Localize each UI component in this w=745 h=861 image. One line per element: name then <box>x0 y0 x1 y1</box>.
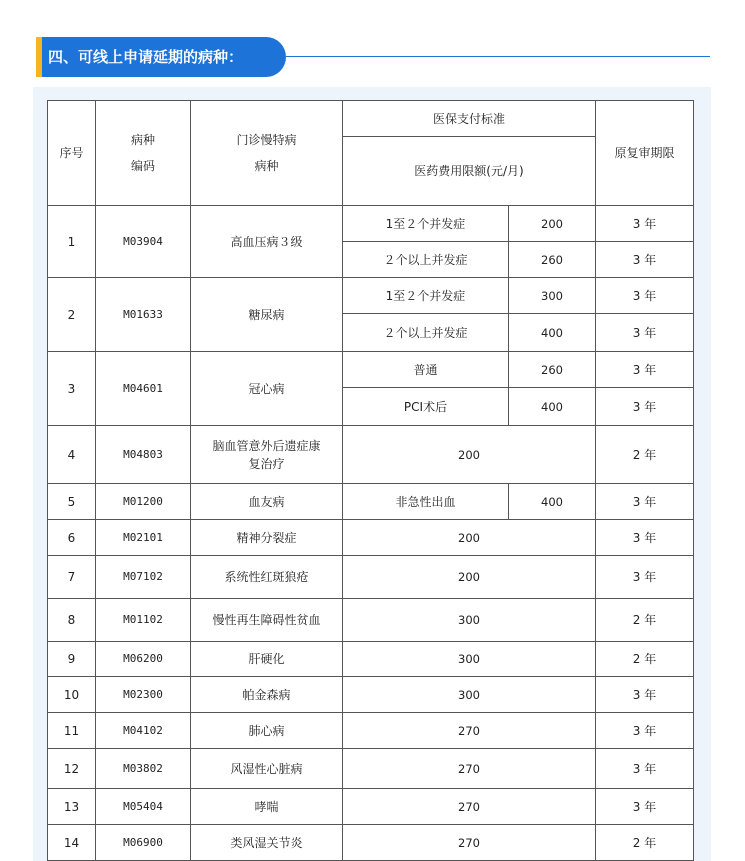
header-seq: 序号 <box>48 101 96 206</box>
row-sub-label: 1至２个并发症 <box>343 206 509 242</box>
row-code: M05404 <box>96 789 191 825</box>
row-disease: 系统性红斑狼疮 <box>191 556 343 599</box>
table-row <box>48 599 694 642</box>
table-row <box>48 278 694 314</box>
row-number: 8 <box>48 599 96 642</box>
row-number: 4 <box>48 426 96 484</box>
row-number: 14 <box>48 825 96 861</box>
row-amount: 200 <box>509 206 596 242</box>
row-period: 3 年 <box>596 520 694 556</box>
row-sub-label: 非急性出血 <box>343 484 509 520</box>
row-amount: 270 <box>343 749 596 789</box>
row-period: 3 年 <box>596 278 694 314</box>
row-code: M01200 <box>96 484 191 520</box>
row-amount: 200 <box>343 426 596 484</box>
table-header-row <box>48 101 694 137</box>
table-row <box>48 426 694 484</box>
row-number: 6 <box>48 520 96 556</box>
header-disease <box>191 101 343 206</box>
row-code: M01102 <box>96 599 191 642</box>
row-code: M03904 <box>96 206 191 278</box>
row-period: 3 年 <box>596 789 694 825</box>
table-row <box>48 556 694 599</box>
row-sub-label: ２个以上并发症 <box>343 314 509 352</box>
row-disease: 肺心病 <box>191 713 343 749</box>
header-disease-line2: 病种 <box>254 159 279 173</box>
table-row <box>48 677 694 713</box>
table-row <box>48 520 694 556</box>
row-number: 5 <box>48 484 96 520</box>
disease-table <box>47 100 694 861</box>
row-disease: 高血压病３级 <box>191 206 343 278</box>
heading-accent-marker <box>36 37 42 77</box>
header-payment-standard: 医保支付标准 <box>343 101 596 137</box>
table-row <box>48 642 694 677</box>
row-number: 1 <box>48 206 96 278</box>
row-period: 3 年 <box>596 749 694 789</box>
row-amount: 260 <box>509 242 596 278</box>
row-disease: 慢性再生障碍性贫血 <box>191 599 343 642</box>
row-amount: 270 <box>343 825 596 861</box>
row-period: 2 年 <box>596 642 694 677</box>
row-period: 3 年 <box>596 206 694 242</box>
row-code: M04601 <box>96 352 191 426</box>
row-disease: 精神分裂症 <box>191 520 343 556</box>
header-code-line2: 编码 <box>130 159 155 173</box>
header-code <box>96 101 191 206</box>
row-disease: 帕金森病 <box>191 677 343 713</box>
header-review-period: 原复审期限 <box>596 101 694 206</box>
row-number: 12 <box>48 749 96 789</box>
row-amount: 400 <box>509 314 596 352</box>
row-amount: 400 <box>509 388 596 426</box>
row-amount: 300 <box>343 677 596 713</box>
row-period: 3 年 <box>596 677 694 713</box>
row-code: M06900 <box>96 825 191 861</box>
row-amount: 400 <box>509 484 596 520</box>
row-disease: 风湿性心脏病 <box>191 749 343 789</box>
row-number: 13 <box>48 789 96 825</box>
row-amount: 300 <box>343 642 596 677</box>
row-disease: 血友病 <box>191 484 343 520</box>
row-sub-label: ２个以上并发症 <box>343 242 509 278</box>
table-row <box>48 484 694 520</box>
row-period: 3 年 <box>596 352 694 388</box>
row-period: 2 年 <box>596 599 694 642</box>
row-amount: 270 <box>343 713 596 749</box>
row-disease: 哮喘 <box>191 789 343 825</box>
row-number: 11 <box>48 713 96 749</box>
row-period: 3 年 <box>596 556 694 599</box>
table-row <box>48 206 694 242</box>
table-row <box>48 352 694 388</box>
row-period: 3 年 <box>596 713 694 749</box>
row-disease-line1: 脑血管意外后遗症康 <box>212 438 321 453</box>
row-sub-label: 1至２个并发症 <box>343 278 509 314</box>
row-code: M04102 <box>96 713 191 749</box>
row-amount: 270 <box>343 789 596 825</box>
table-row <box>48 713 694 749</box>
row-disease: 冠心病 <box>191 352 343 426</box>
row-period: 3 年 <box>596 388 694 426</box>
row-amount: 260 <box>509 352 596 388</box>
row-number: 2 <box>48 278 96 352</box>
section-heading <box>36 37 286 77</box>
row-disease: 类风湿关节炎 <box>191 825 343 861</box>
heading-divider-line <box>286 56 710 57</box>
row-number: 10 <box>48 677 96 713</box>
row-period: 3 年 <box>596 242 694 278</box>
row-sub-label: PCI术后 <box>343 388 509 426</box>
header-code-line1: 病种 <box>130 133 155 147</box>
row-amount: 200 <box>343 520 596 556</box>
table-row <box>48 749 694 789</box>
header-disease-line1: 门诊慢特病 <box>236 133 297 147</box>
row-disease: 糖尿病 <box>191 278 343 352</box>
row-disease: 肝硬化 <box>191 642 343 677</box>
row-number: 3 <box>48 352 96 426</box>
row-number: 7 <box>48 556 96 599</box>
row-period: 2 年 <box>596 825 694 861</box>
heading-text: 四、可线上申请延期的病种： <box>48 48 244 66</box>
row-code: M03802 <box>96 749 191 789</box>
row-code: M07102 <box>96 556 191 599</box>
row-code: M01633 <box>96 278 191 352</box>
row-code: M02101 <box>96 520 191 556</box>
row-disease-line2: 复治疗 <box>248 456 285 471</box>
row-amount: 300 <box>343 599 596 642</box>
header-cost-limit: 医药费用限额(元/月) <box>343 137 596 206</box>
row-amount: 200 <box>343 556 596 599</box>
row-period: 3 年 <box>596 484 694 520</box>
row-amount: 300 <box>509 278 596 314</box>
row-disease <box>191 426 343 484</box>
row-code: M04803 <box>96 426 191 484</box>
table-row <box>48 825 694 861</box>
row-period: 3 年 <box>596 314 694 352</box>
table-row <box>48 789 694 825</box>
row-period: 2 年 <box>596 426 694 484</box>
row-code: M06200 <box>96 642 191 677</box>
row-number: 9 <box>48 642 96 677</box>
row-sub-label: 普通 <box>343 352 509 388</box>
row-code: M02300 <box>96 677 191 713</box>
